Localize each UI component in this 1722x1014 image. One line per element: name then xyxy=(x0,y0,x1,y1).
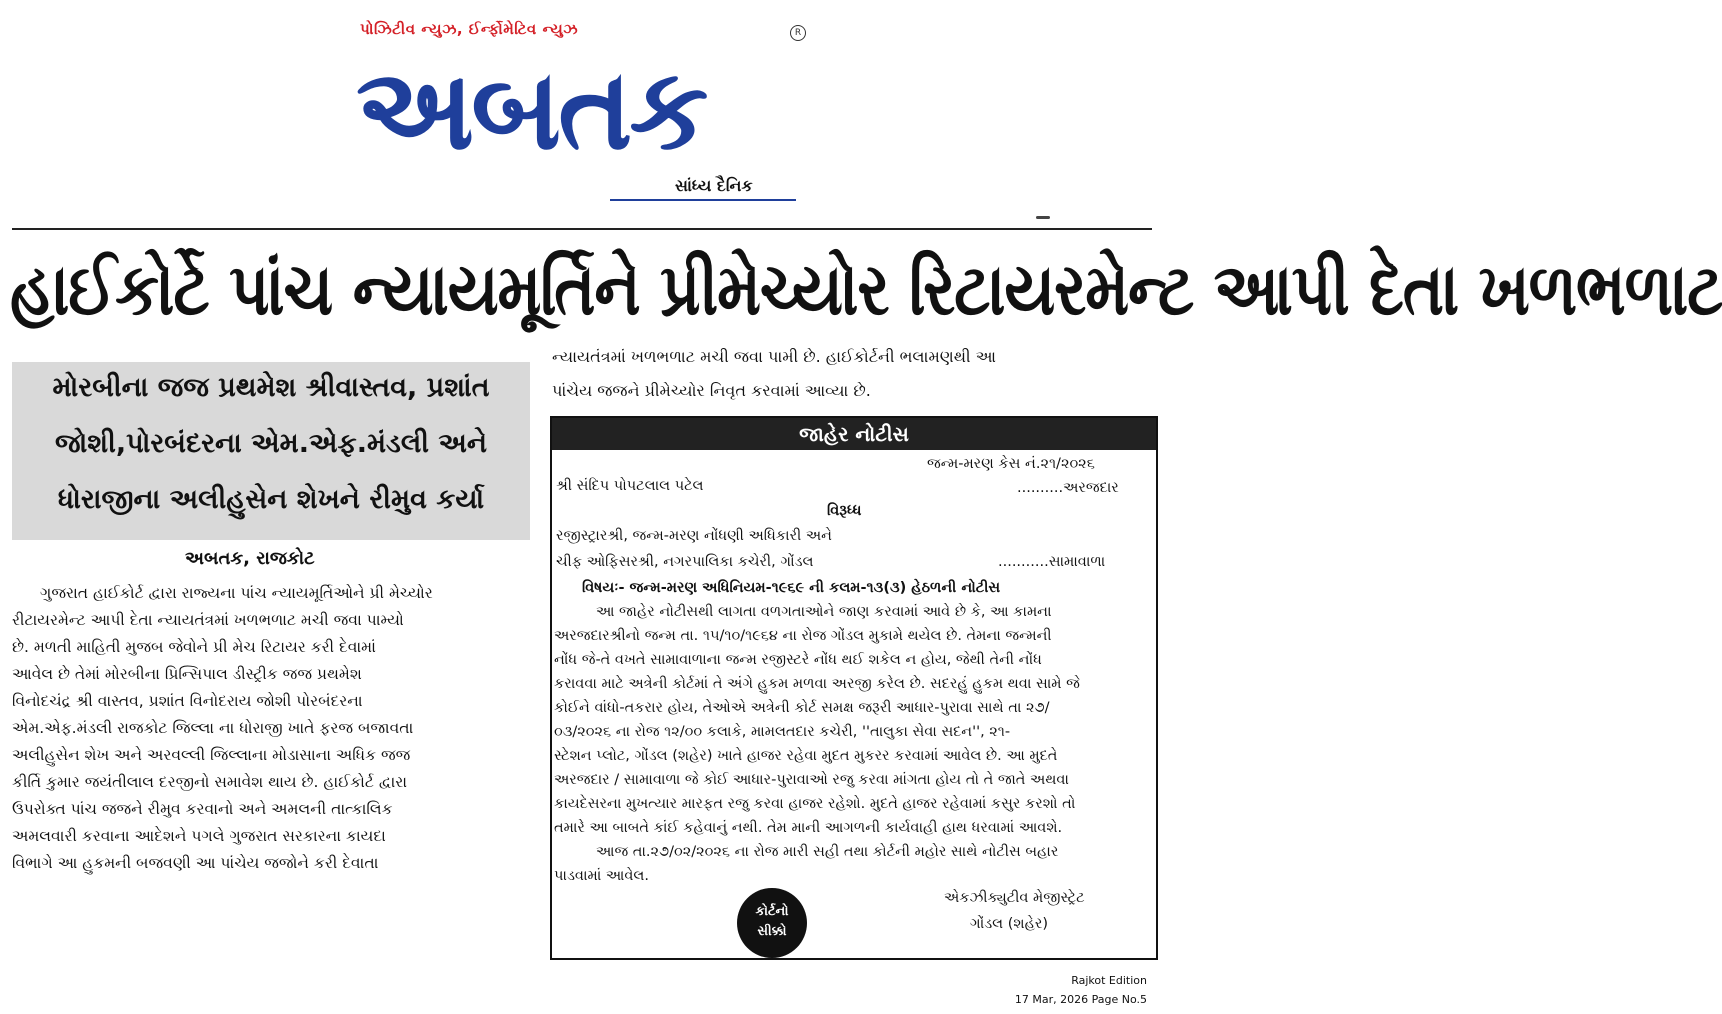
newspaper-logo: અબતક xyxy=(356,45,706,175)
notice-body-line: અરજદાર / સામાવાળા જે કોઈ આધાર-પુરાવાઓ રજુ કરવા માંગતા હોય તો તે જાતે અથવા xyxy=(554,772,1069,788)
notice-body-line: પાડવામાં આવેલ. xyxy=(554,868,649,884)
notice-body-line: કાયદેસરના મુખત્યાર મારફત રજુ કરવા હાજર રહેશો. મુદતે હાજર રહેવામાં કસુર કરશો તો xyxy=(554,796,1076,812)
top-divider xyxy=(12,228,1152,230)
body-line: ઉપરોક્ત પાંચ જજને રીમુવ કરવાનો અને અમલની તાત્કાલિક xyxy=(12,800,393,818)
notice-applicant: શ્રી સંદિપ પોપટલાલ પટેલ xyxy=(556,478,704,494)
body-line: છે. મળતી માહિતી મુજબ જેવોને પ્રી મેચ રિટાયર કરી દેવામાં xyxy=(12,638,376,656)
court-seal xyxy=(737,888,807,958)
subheadline-line: મોરબીના જજ પ્રથમેશ શ્રીવાસ્તવ, પ્રશાંત xyxy=(52,372,490,403)
notice-applicant-role: ..........અરજદાર xyxy=(1017,480,1119,496)
notice-body-line: કોઈને વાંધો-તકરાર હોય, તેઓએ અત્રેની કોર્ટ સમક્ષ જરૂરી આધાર-પુરાવા સાથે તા ૨૭/ xyxy=(554,700,1050,716)
divider-mark xyxy=(1036,216,1050,219)
notice-body-line: આ જાહેર નોટીસથી લાગતા વળગતાઓને જાણ કરવામાં આવે છે કે, આ કામના xyxy=(596,604,1052,620)
signatory-title: એકઝીક્યુટીવ મેજીસ્ટ્રેટ xyxy=(944,890,1085,906)
body-line: અલીહુસેન શેખ અને અરવલ્લી જિલ્લાના મોડાસાના અધિક જજ xyxy=(12,746,411,764)
notice-respondent-role: ...........સામાવાળા xyxy=(998,554,1106,570)
registered-mark: R xyxy=(790,25,806,41)
seal-line: સીક્કો xyxy=(757,924,787,939)
body-line: કીર્તિ કુમાર જયંતીલાલ દરજીનો સમાવેશ થાય છે. હાઈકોર્ટ દ્વારા xyxy=(12,773,408,791)
notice-body-line: કરાવવા માટે અત્રેની કોર્ટમાં તે અંગે હુકમ મળવા અરજી કરેલ છે. સદરહું હુકમ થવા સામે જે xyxy=(554,676,1080,692)
notice-subject: વિષયઃ- જન્મ-મરણ અધિનિયમ-૧૯૬૯ ની કલમ-૧૩(૩) હેઠળની નોટીસ xyxy=(582,580,1001,596)
subheadline-box xyxy=(12,362,530,540)
body-line: પાંચેય જજને પ્રીમેચ્યોર નિવૃત કરવામાં આવ્યા છે. xyxy=(552,381,871,400)
notice-body-line: અરજદારશ્રીનો જન્મ તા. ૧૫/૧૦/૧૯૬૪ ના રોજ ગોંડલ મુકામે થયેલ છે. તેમના જન્મની xyxy=(554,628,1052,644)
public-notice-box xyxy=(550,416,1158,960)
body-line: ન્યાયતંત્રમાં ખળભળાટ મચી જવા પામી છે. હાઈકોર્ટની ભલામણથી આ xyxy=(552,347,996,366)
notice-versus: વિરૂધ્ધ xyxy=(827,503,862,519)
notice-body-line: નોંધ જે-તે વખતે સામાવાળાના જન્મ રજીસ્ટરે નોંધ થઈ શકેલ ન હોય, જેથી તેની નોંધ xyxy=(554,652,1042,668)
body-line: વિનોદચંદ્ર શ્રી વાસ્તવ, પ્રશાંત વિનોદરાય જોશી પોરબંદરના xyxy=(12,692,363,710)
edition-name: Rajkot Edition xyxy=(1071,974,1147,987)
masthead-tagline: પોઝિટીવ ન્યુઝ, ઈર્ન્ફોમેટિવ ન્યુઝ xyxy=(360,20,579,38)
notice-body-line: સ્ટેશન પ્લોટ, ગોંડલ (શહેર) ખાતે હાજર રહેવા મુદત મુકરર કરવામાં આવેલ છે. આ મુદતે xyxy=(554,748,1058,764)
notice-body-line: તમારે આ બાબતે કાંઈ કહેવાનું નથી. તેમ માની આગળની કાર્યવાહી હાથ ધરવામાં આવશે. xyxy=(554,820,1063,836)
signatory-place: ગોંડલ (શહેર) xyxy=(970,916,1049,932)
body-line: રીટાયરમેન્ટ આપી દેતા ન્યાયતંત્રમાં ખળભળાટ મચી જવા પામ્યો xyxy=(12,611,404,629)
subheadline-line: જોશી,પોરબંદરના એમ.એફ.મંડલી અને xyxy=(54,428,488,459)
notice-title: જાહેર નોટીસ xyxy=(552,418,1156,450)
notice-body-line: ૦૩/૨૦૨૬ ના રોજ ૧૨/૦૦ કલાકે, મામલતદાર કચેરી, ''તાલુકા સેવા સદન'', ૨૧- xyxy=(554,724,1011,740)
subheadline-line: ધોરાજીના અલીહુસેન શેખને રીમુવ કર્યા xyxy=(57,484,485,515)
notice-respondent-1: રજીસ્ટ્રારશ્રી, જન્મ-મરણ નોંધણી અધિકારી અને xyxy=(556,528,832,544)
byline: અબતક, રાજકોટ xyxy=(185,548,315,569)
body-line: અમલવારી કરવાના આદેશને પગલે ગુજરાત સરકારના કાયદા xyxy=(12,827,386,845)
body-line: એમ.એફ.મંડલી રાજકોટ જિલ્લા ના ધોરાજી ખાતે ફરજ બજાવતા xyxy=(12,719,414,737)
masthead-subtitle: સાંધ્ય દૈનિક xyxy=(675,176,753,195)
notice-respondent-2: ચીફ ઓફિસરશ્રી, નગરપાલિકા કચેરી, ગોંડલ xyxy=(556,554,814,570)
main-headline: હાઈકોર્ટે પાંચ ન્યાયમૂર્તિને પ્રીમેચ્યોર રિટાયરમેન્ટ આપી દેતા ખળભળાટ xyxy=(10,247,1722,332)
masthead-underline xyxy=(610,199,796,201)
notice-case-number: જન્મ-મરણ કેસ નં.૨૧/૨૦૨૬ xyxy=(927,456,1095,472)
body-line: વિભાગે આ હુકમની બજવણી આ પાંચેય જજોને કરી દેવાતા xyxy=(12,854,379,872)
body-line: આવેલ છે તેમાં મોરબીના પ્રિન્સિપાલ ડીસ્ટ્રીક જજ પ્રથમેશ xyxy=(12,665,362,683)
notice-body-line: આજ તા.૨૭/૦૨/૨૦૨૬ ના રોજ મારી સહી તથા કોર્ટની મહોર સાથે નોટીસ બહાર xyxy=(596,844,1059,860)
seal-line: કોર્ટનો xyxy=(755,904,789,919)
edition-info xyxy=(987,971,1147,1009)
body-line: ગુજરાત હાઈકોર્ટ દ્વારા રાજ્યના પાંચ ન્યાયમૂર્તિઓને પ્રી મેચ્યોર xyxy=(40,584,433,602)
edition-date-page: 17 Mar, 2026 Page No.5 xyxy=(1014,993,1147,1006)
